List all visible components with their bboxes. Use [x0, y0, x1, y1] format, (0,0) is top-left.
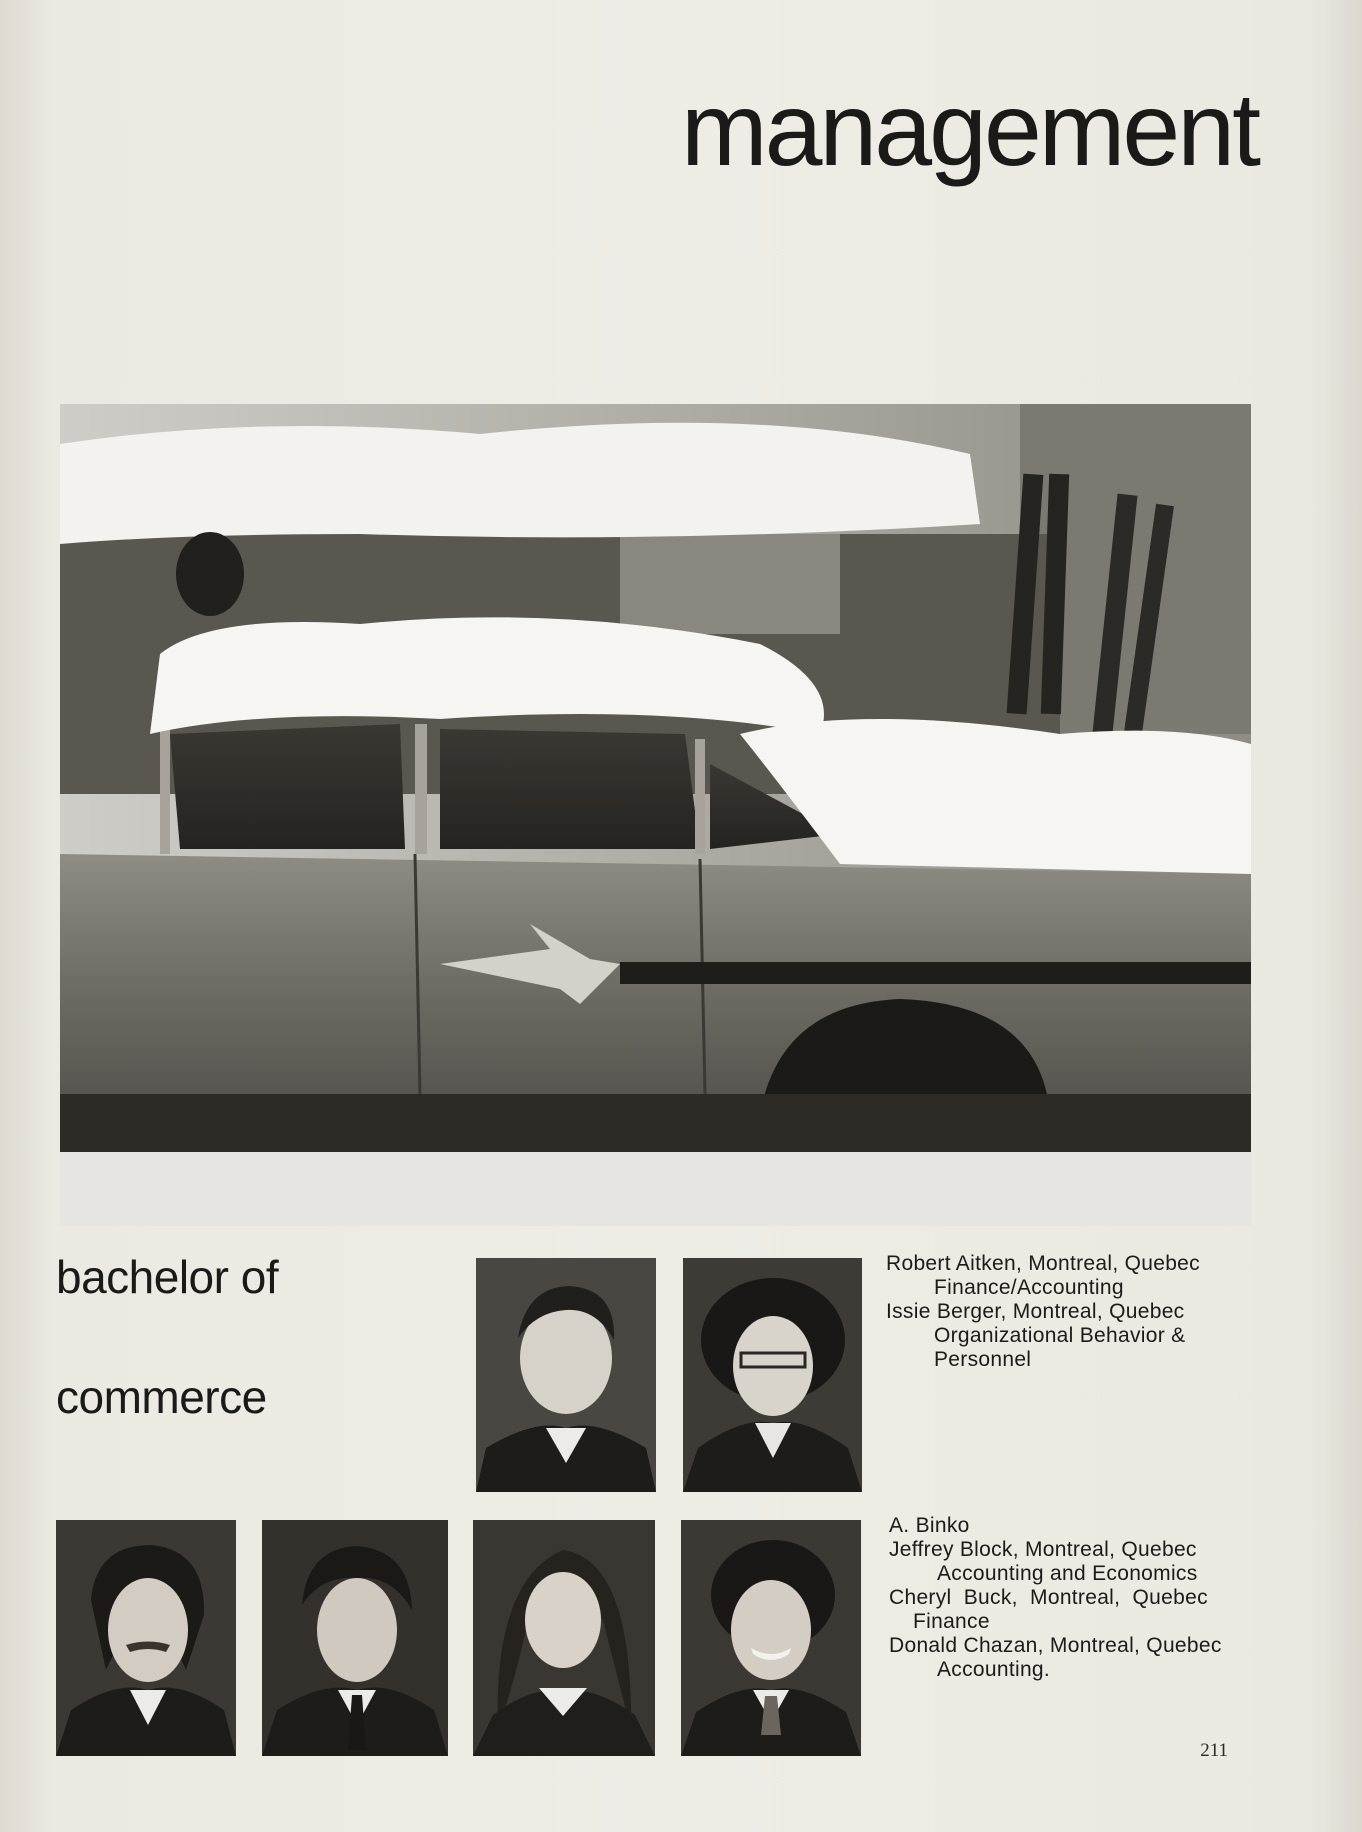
caption-line: Accounting and Economics — [937, 1562, 1198, 1585]
snow-covered-car-photo — [60, 404, 1251, 1226]
caption-line: Accounting. — [937, 1658, 1051, 1681]
caption-line: Issie Berger, Montreal, Quebec — [886, 1300, 1185, 1323]
caption-line: Organizational Behavior & — [934, 1324, 1186, 1347]
caption-line: Donald Chazan, Montreal, Quebec — [889, 1634, 1222, 1657]
caption-line: A. Binko — [889, 1514, 970, 1537]
page-number: 211 — [1200, 1740, 1228, 1761]
caption-line: Cheryl Buck, Montreal, Quebec — [889, 1586, 1208, 1609]
caption-bottom-group — [889, 1514, 1222, 1682]
portrait-cheryl-buck — [473, 1520, 655, 1756]
portrait-robert-aitken — [476, 1258, 656, 1492]
portrait-issie-berger — [683, 1258, 862, 1492]
degree-title-line1: bachelor of — [56, 1251, 279, 1303]
caption-top-group — [886, 1252, 1200, 1372]
portrait-jeffrey-block — [262, 1520, 448, 1756]
portrait-a-binko — [56, 1520, 236, 1756]
caption-line: Finance/Accounting — [934, 1276, 1124, 1299]
caption-line: Finance — [913, 1610, 990, 1633]
caption-line: Jeffrey Block, Montreal, Quebec — [889, 1538, 1197, 1561]
portrait-donald-chazan — [681, 1520, 861, 1756]
caption-line: Robert Aitken, Montreal, Quebec — [886, 1252, 1200, 1275]
caption-line: Personnel — [934, 1348, 1032, 1371]
degree-title-line2: commerce — [56, 1371, 267, 1423]
page-headline: management — [680, 72, 1258, 188]
